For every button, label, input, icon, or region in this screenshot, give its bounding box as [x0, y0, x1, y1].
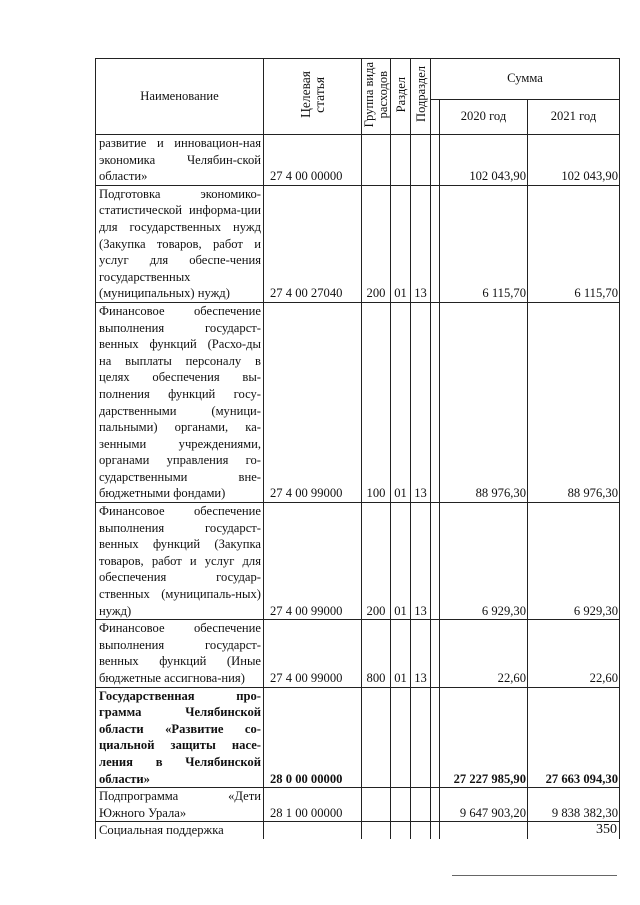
row-sum-2020 — [440, 822, 528, 839]
table-row — [96, 788, 620, 822]
row-subsection: 13 — [411, 620, 431, 687]
header-section: Раздел — [391, 59, 411, 135]
row-sum-2021: 22,60 — [528, 620, 620, 687]
header-year-2020: 2020 год — [440, 99, 528, 134]
row-expense-group — [362, 135, 391, 186]
row-expense-group: 800 — [362, 620, 391, 687]
row-gap — [431, 302, 440, 502]
row-sum-2020: 102 043,90 — [440, 135, 528, 186]
row-subsection — [411, 822, 431, 839]
header-year-2021: 2021 год — [528, 99, 620, 134]
row-target-article: 27 4 00 00000 — [264, 135, 362, 186]
header-subsection: Подраздел — [411, 59, 431, 135]
row-name: развитие и инновацион-ная экономика Челябин-ской области» — [96, 135, 264, 186]
table-body — [96, 135, 620, 839]
row-gap — [431, 185, 440, 302]
row-sum-2020: 27 227 985,90 — [440, 687, 528, 788]
row-expense-group: 100 — [362, 302, 391, 502]
row-section: 01 — [391, 302, 411, 502]
header-name: Наименование — [96, 59, 264, 135]
row-section — [391, 822, 411, 839]
row-target-article: 28 1 00 00000 — [264, 788, 362, 822]
row-name: Государственная про-грамма Челябинской области «Развитие со-циальной защиты насе-ления в Челябинской области» — [96, 687, 264, 788]
row-sum-2020: 88 976,30 — [440, 302, 528, 502]
row-section: 01 — [391, 503, 411, 620]
row-expense-group — [362, 822, 391, 839]
row-sum-2021: 6 929,30 — [528, 503, 620, 620]
row-sum-2020: 22,60 — [440, 620, 528, 687]
row-sum-2021: 102 043,90 — [528, 135, 620, 186]
table-row — [96, 822, 620, 839]
row-sum-2020: 6 115,70 — [440, 185, 528, 302]
row-gap — [431, 503, 440, 620]
table-row — [96, 135, 620, 186]
row-target-article: 27 4 00 27040 — [264, 185, 362, 302]
row-sum-2021: 9 838 382,30 — [528, 788, 620, 822]
table-row — [96, 185, 620, 302]
header-target-article: Целевая статья — [264, 59, 362, 135]
row-name: Социальная поддержка — [96, 822, 264, 839]
row-subsection — [411, 687, 431, 788]
row-target-article: 28 0 00 00000 — [264, 687, 362, 788]
row-name: Финансовое обеспечение выполнения государст-венных функций (Закупка товаров, работ и услуг для обеспечения государ-ственных (муниципаль-ных) нужд) — [96, 503, 264, 620]
row-sum-2020: 6 929,30 — [440, 503, 528, 620]
row-section — [391, 135, 411, 186]
table-row — [96, 503, 620, 620]
row-subsection: 13 — [411, 185, 431, 302]
row-name: Подпрограмма «Дети Южного Урала» — [96, 788, 264, 822]
row-sum-2021: 6 115,70 — [528, 185, 620, 302]
row-section: 01 — [391, 620, 411, 687]
row-gap — [431, 822, 440, 839]
row-gap — [431, 788, 440, 822]
row-target-article: 27 4 00 99000 — [264, 302, 362, 502]
row-target-article: 27 4 00 99000 — [264, 620, 362, 687]
row-subsection: 13 — [411, 302, 431, 502]
table-header — [96, 59, 620, 135]
row-name: Подготовка экономико-статистической информа-ции для государственных нужд (Закупка товаров, работ и услуг для обеспе-чения государственных (муниципальных) нужд) — [96, 185, 264, 302]
row-subsection: 13 — [411, 503, 431, 620]
row-section — [391, 687, 411, 788]
header-expense-group: Группа вида расходов — [362, 59, 391, 135]
table-row — [96, 620, 620, 687]
row-name: Финансовое обеспечение выполнения государст-венных функций (Расхо-ды на выплаты персоналу в целях обеспечения вы-полнения функций госу-дарственными (муници-пальными) органами, ка-зенными учреждениями, органами управления го-сударственными вне-бюджетными фондами) — [96, 302, 264, 502]
page-number: 350 — [596, 822, 617, 837]
row-sum-2021: 27 663 094,30 — [528, 687, 620, 788]
row-subsection — [411, 788, 431, 822]
row-expense-group: 200 — [362, 503, 391, 620]
table-row — [96, 687, 620, 788]
header-gap — [431, 99, 440, 134]
row-expense-group — [362, 788, 391, 822]
budget-table — [95, 58, 620, 839]
row-expense-group — [362, 687, 391, 788]
table-row — [96, 302, 620, 502]
row-section — [391, 788, 411, 822]
row-gap — [431, 687, 440, 788]
row-gap — [431, 135, 440, 186]
row-sum-2021: 88 976,30 — [528, 302, 620, 502]
row-gap — [431, 620, 440, 687]
row-target-article — [264, 822, 362, 839]
row-section: 01 — [391, 185, 411, 302]
footer-rule — [452, 875, 617, 876]
row-name: Финансовое обеспечение выполнения государст-венных функций (Иные бюджетные ассигнова-ния) — [96, 620, 264, 687]
row-expense-group: 200 — [362, 185, 391, 302]
row-sum-2020: 9 647 903,20 — [440, 788, 528, 822]
header-sum: Сумма — [431, 59, 620, 100]
row-subsection — [411, 135, 431, 186]
row-target-article: 27 4 00 99000 — [264, 503, 362, 620]
